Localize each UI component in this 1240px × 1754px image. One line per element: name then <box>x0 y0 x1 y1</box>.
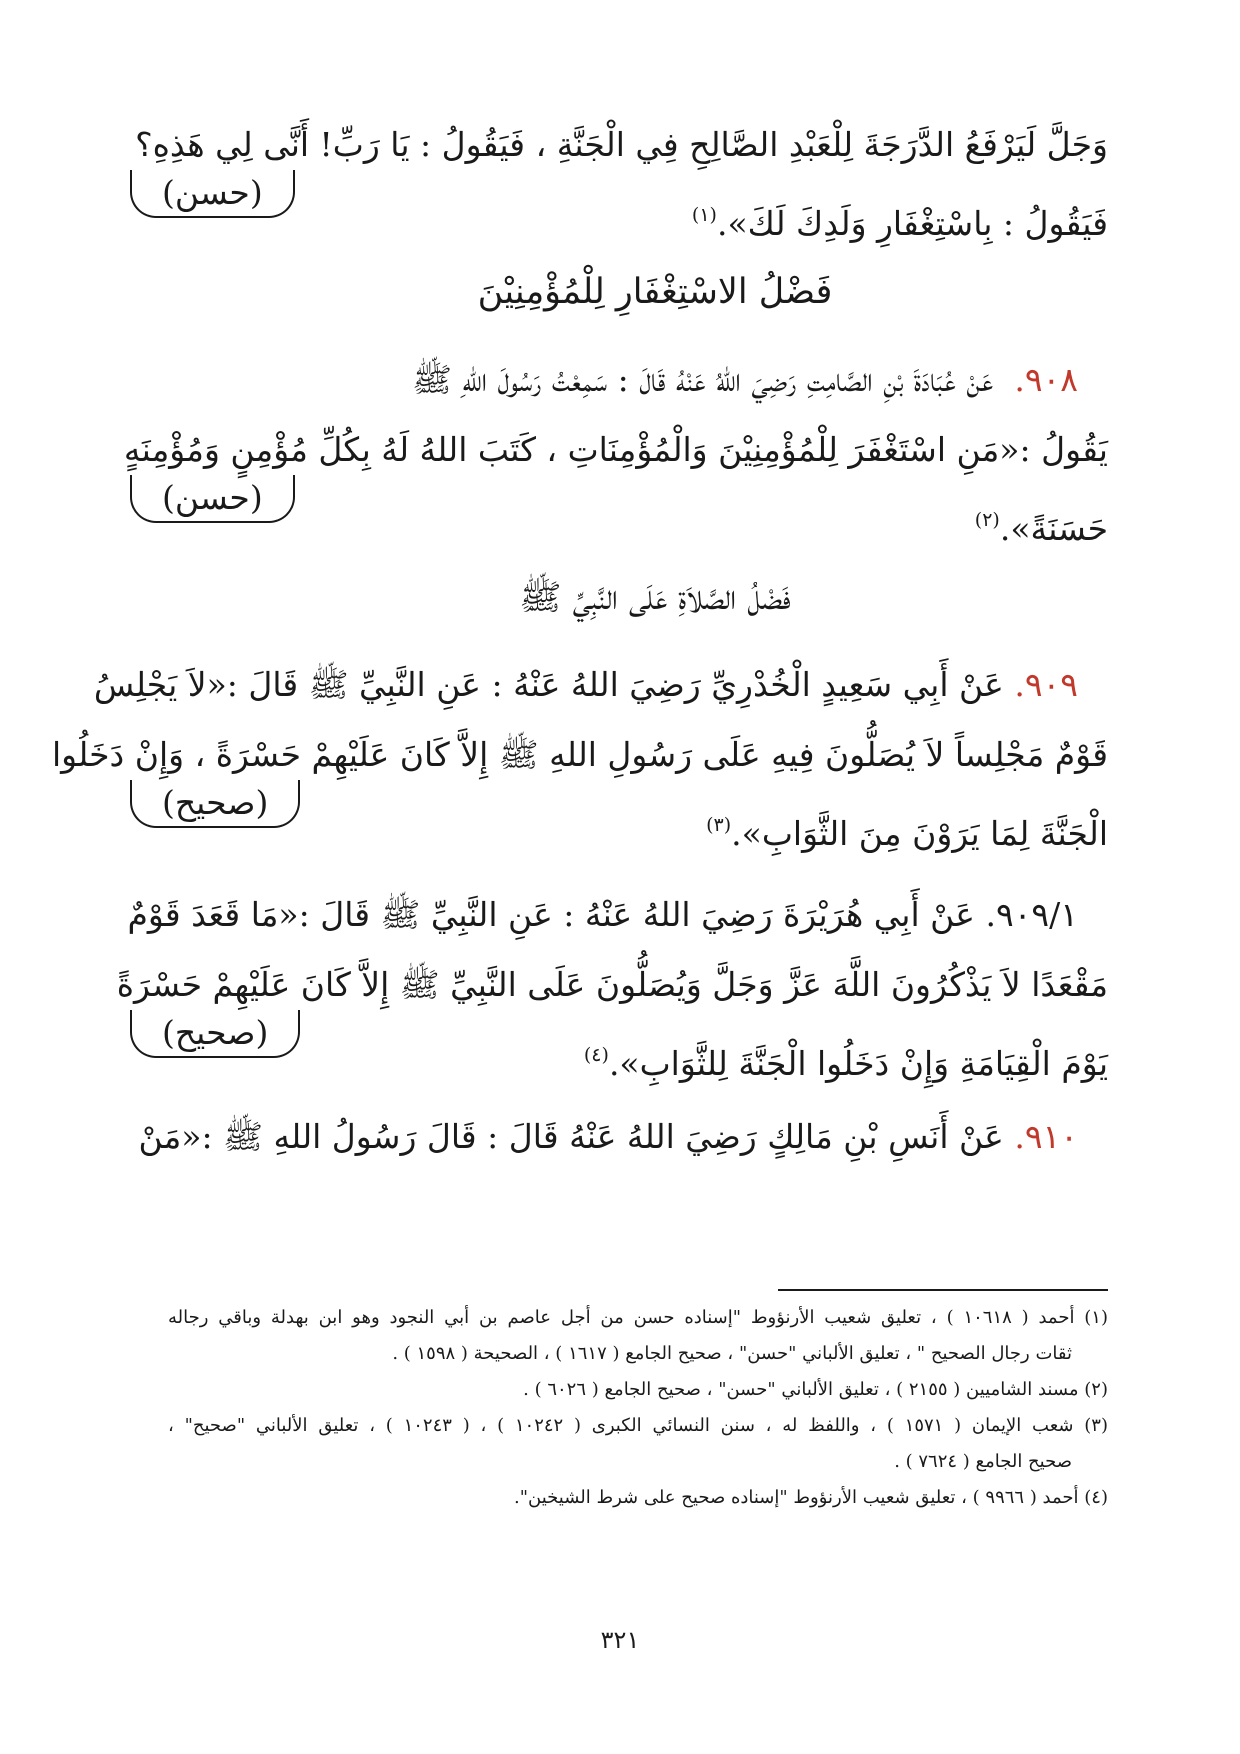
text-line <box>180 1020 1108 1090</box>
footnote-line: (١) أحمد ( ١٠٦١٨ ) ، تعليق شعيب الأرنؤوط "إسناده حسن من أجل عاصم بن أبي النجود وهو ابن بهدلة وباقي رجاله <box>168 1307 1108 1328</box>
text-line <box>93 650 1108 720</box>
page-number: ٣٢١ <box>600 1626 640 1654</box>
text-line-content: عَنْ عُبَادَةَ بْنِ الصَّامِتِ رَضِيَ اللهُ عَنْهُ قَالَ : سَمِعْتُ رَسُولَ اللهِ ﷺ <box>412 360 994 399</box>
footnote-separator <box>778 1289 1108 1291</box>
footnote-line: (٣) شعب الإيمان ( ١٥٧١ ) ، واللفظ له ، سنن النسائي الكبرى ( ١٠٢٤٢ ) ، ( ١٠٢٤٣ ) ، تعليق الألباني "صحيح" ، <box>168 1415 1108 1436</box>
hadith-number: ٩١٠. <box>1014 1117 1078 1156</box>
footnote-ref: (٤) <box>583 1044 609 1066</box>
hadith-number: ٩٠٩/١. <box>985 895 1078 934</box>
text-line <box>180 180 1108 250</box>
text-line <box>180 790 1108 860</box>
footnote-ref: (٣) <box>706 814 732 836</box>
text-line <box>138 1102 1108 1172</box>
footnotes <box>168 1300 1108 1516</box>
text-line-content: عَنْ أَنَسِ بْنِ مَالِكٍ رَضِيَ اللهُ عَنْهُ قَالَ : قَالَ رَسُولُ اللهِ ﷺ :«مَنْ <box>138 1117 1004 1156</box>
grade-badge: (حسن) <box>130 475 295 523</box>
footnote-line: ثقات رجال الصحيح " ، تعليق الألباني "حسن" ، صحيح الجامع ( ١٦١٧ ) ، الصحيحة ( ١٥٩٨ ) . <box>392 1343 1072 1364</box>
footnote-line: صحيح الجامع ( ٧٦٢٤ ) . <box>894 1451 1072 1472</box>
text-line: مَقْعَدًا لاَ يَذْكُرُونَ اللَّهَ عَزَّ وَجَلَّ وَيُصَلُّونَ عَلَى النَّبِيِّ ﷺ إِلاَّ كَانَ عَلَيْهِمْ حَسْرَةً <box>116 965 1108 1004</box>
text-line <box>127 880 1108 950</box>
footnote-ref: (١) <box>691 204 717 226</box>
section-heading: فَضْلُ الاسْتِغْفَارِ لِلْمُؤْمِنِيْنَ <box>477 272 833 312</box>
text-line: وَجَلَّ لَيَرْفَعُ الدَّرَجَةَ لِلْعَبْدِ الصَّالِحِ فِي الْجَنَّةِ ، فَيَقُولُ : يَا رَبِّ! أَنَّى لِي هَذِهِ؟ <box>135 125 1108 164</box>
text-line-content: يَوْمَ الْقِيَامَةِ وَإِنْ دَخَلُوا الْجَنَّةَ لِلثَّوَابِ». <box>608 1044 1108 1083</box>
text-line <box>180 485 1108 555</box>
hadith-910 <box>138 1102 1108 1172</box>
text-line <box>180 345 1108 415</box>
grade-badge: (صحيح) <box>130 780 300 828</box>
text-line: يَقُولُ :«مَنِ اسْتَغْفَرَ لِلْمُؤْمِنِيْنَ وَالْمُؤْمِنَاتِ ، كَتَبَ اللهُ لَهُ بِكُلِّ مُؤْمِنٍ وَمُؤْمِنَهٍ <box>123 430 1108 469</box>
text-line: قَوْمٌ مَجْلِساً لاَ يُصَلُّونَ فِيهِ عَلَى رَسُولِ اللهِ ﷺ إِلاَّ كَانَ عَلَيْهِمْ حَسْرَةً ، وَإِنْ دَخَلُوا <box>52 735 1108 774</box>
text-line-content: عَنْ أَبِي هُرَيْرَةَ رَضِيَ اللهُ عَنْهُ : عَنِ النَّبِيِّ ﷺ قَالَ :«مَا قَعَدَ قَوْمٌ <box>127 895 975 934</box>
hadith-909 <box>52 650 1108 860</box>
footnote-ref: (٢) <box>974 509 1000 531</box>
hadith-number: ٩٠٨. <box>1014 360 1078 399</box>
hadith-909-1 <box>116 880 1108 1090</box>
text-line-content: فَيَقُولُ : بِاسْتِغْفَارِ وَلَدِكَ لَكَ». <box>716 204 1108 243</box>
text-line-content: عَنْ أَبِي سَعِيدٍ الْخُدْرِيِّ رَضِيَ اللهُ عَنْهُ : عَنِ النَّبِيِّ ﷺ قَالَ :«لاَ يَجْلِسُ <box>93 665 1004 704</box>
hadith-number: ٩٠٩. <box>1014 665 1078 704</box>
text-line-content: الْجَنَّةَ لِمَا يَرَوْنَ مِنَ الثَّوَابِ». <box>731 814 1108 853</box>
grade-badge: (صحيح) <box>130 1010 300 1058</box>
hadith-908 <box>123 345 1108 555</box>
section-heading: فَضْلُ الصَّلاَةِ عَلَى النَّبِيِّ ﷺ <box>519 578 791 618</box>
hadith-907-continuation <box>135 110 1108 250</box>
footnote-line: (٤) أحمد ( ٩٩٦٦ ) ، تعليق شعيب الأرنؤوط "إسناده صحيح على شرط الشيخين". <box>514 1487 1108 1508</box>
grade-badge: (حسن) <box>130 170 295 218</box>
text-line-content: حَسَنَةً». <box>999 509 1108 548</box>
footnote-line: (٢) مسند الشاميين ( ٢١٥٥ ) ، تعليق الألباني "حسن" ، صحيح الجامع ( ٦٠٢٦ ) . <box>523 1379 1108 1400</box>
